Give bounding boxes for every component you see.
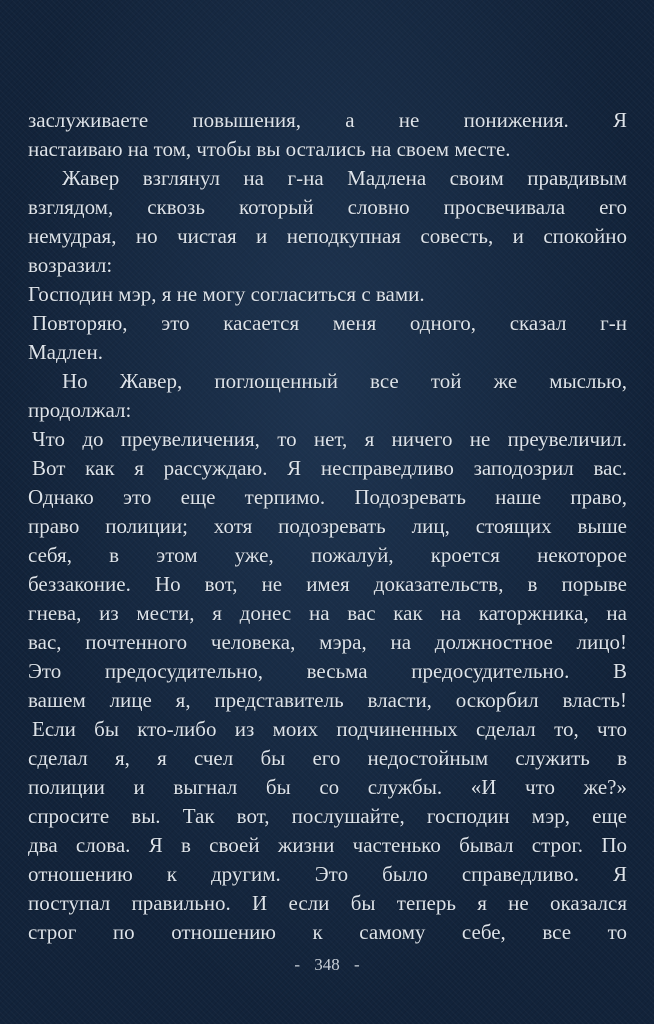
- text-line: вас, почтенного человека, мэра, на должностное лицо!: [28, 630, 627, 654]
- text-line: настаиваю на том, чтобы вы остались на своем месте.: [28, 137, 511, 161]
- page-number: - 348 -: [294, 955, 360, 974]
- text-line: заслуживаете повышения, а не понижения. Я: [28, 108, 627, 132]
- text-line: взглядом, сквозь который словно просвечивала его: [28, 195, 627, 219]
- text-line: Вот как я рассуждаю. Я несправедливо заподозрил вас.: [32, 456, 627, 480]
- text-line: Однако это еще терпимо. Подозревать наше право,: [28, 485, 627, 509]
- text-line: беззаконие. Но вот, не имея доказательств, в порыве: [28, 572, 627, 596]
- text-line: отношению к другим. Это было справедливо. Я: [28, 862, 627, 886]
- text-line: продолжал:: [28, 398, 132, 422]
- text-line: гнева, из мести, я донес на вас как на каторжника, на: [28, 601, 627, 625]
- text-line: поступал правильно. И если бы теперь я не оказался: [28, 891, 627, 915]
- text-line: Это предосудительно, весьма предосудительно. В: [28, 659, 627, 683]
- text-line: сделал я, я счел бы его недостойным служить в: [28, 746, 627, 770]
- text-line: Господин мэр, я не могу согласиться с вами.: [28, 282, 425, 306]
- text-line: Но Жавер, поглощенный все той же мыслью,: [62, 369, 627, 393]
- text-line: немудрая, но чистая и неподкупная совесть, и спокойно: [28, 224, 627, 248]
- text-line: спросите вы. Так вот, послушайте, господин мэр, еще: [28, 804, 627, 828]
- text-line: Мадлен.: [28, 340, 103, 364]
- text-line: полиции и выгнал бы со службы. «И что же?»: [28, 775, 627, 799]
- text-line: Жавер взглянул на г-на Мадлена своим правдивым: [62, 166, 627, 190]
- text-line: Если бы кто-либо из моих подчиненных сделал то, что: [32, 717, 627, 741]
- text-line: два слова. Я в своей жизни частенько бывал строг. По: [28, 833, 627, 857]
- page-text: [28, 106, 627, 947]
- text-line: строг по отношению к самому себе, все то: [28, 920, 627, 944]
- text-line: вашем лице я, представитель власти, оскорбил власть!: [28, 688, 627, 712]
- text-line: Что до преувеличения, то нет, я ничего не преувеличил.: [32, 427, 627, 451]
- text-line: себя, в этом уже, пожалуй, кроется некоторое: [28, 543, 627, 567]
- text-line: право полиции; хотя подозревать лиц, стоящих выше: [28, 514, 627, 538]
- text-line: Повторяю, это касается меня одного, сказал г-н: [32, 311, 627, 335]
- text-line: возразил:: [28, 253, 113, 277]
